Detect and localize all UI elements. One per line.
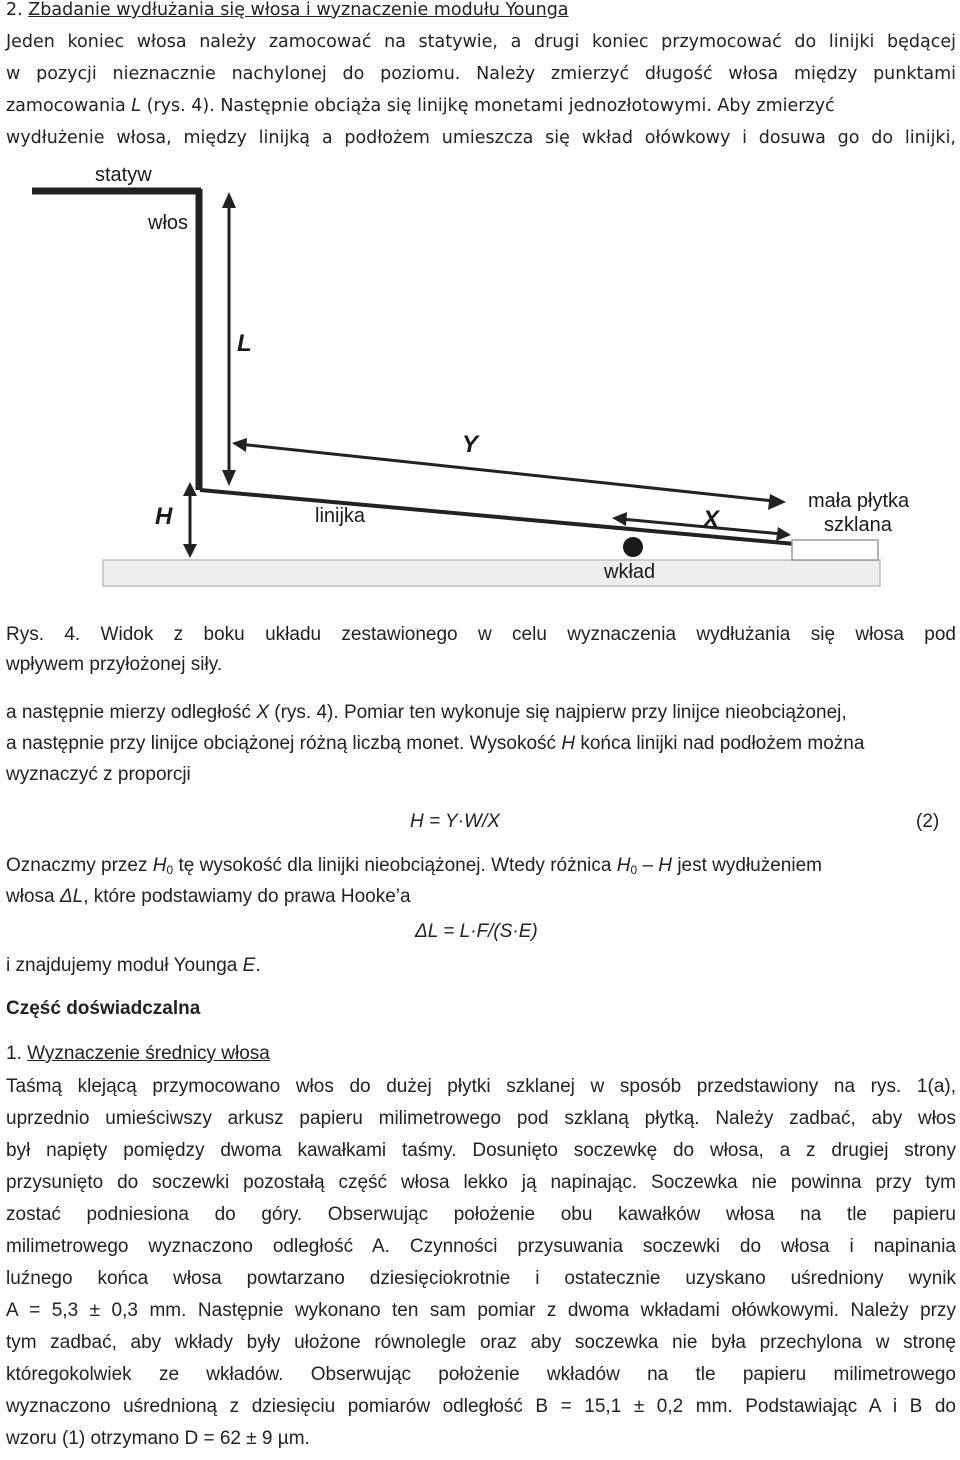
body-line-5: zostać podniesiona do góry. Obserwując położenie obu kawałków włosa na tle papieru [6, 1204, 956, 1225]
arrow-Y [239, 444, 774, 501]
para4-line: i znajdujemy moduł Younga E. [6, 955, 261, 976]
para3-line-2: włosa ΔL, które podstawiamy do prawa Hooke’a [6, 886, 411, 907]
para2-line-2: a następnie przy linijce obciążonej różną liczbą monet. Wysokość H końca linijki nad podłożem można [6, 733, 865, 754]
arrow-H-head-bottom [183, 544, 197, 558]
pencil-lead [623, 537, 643, 557]
label-X: X [703, 506, 720, 533]
label-wlos: włos [148, 212, 189, 234]
label-plytka-1: mała płytka [808, 490, 910, 512]
arrow-Y-head-left [232, 438, 247, 452]
label-linijka: linijka [315, 505, 366, 527]
para2-line-1: a następnie mierzy odległość X (rys. 4). Pomiar ten wykonuje się najpierw przy linijce nieobciążonej, [6, 702, 847, 723]
para2-line-3: wyznaczyć z proporcji [6, 764, 191, 785]
figure-caption-line-1: Rys. 4. Widok z boku układu zestawionego w celu wyznaczenia wydłużania się włosa pod [6, 624, 956, 645]
equation-2-number: (2) [916, 811, 940, 832]
subsection-heading: 1. Wyznaczenie średnicy włosa [6, 1043, 270, 1064]
label-L: L [237, 330, 252, 357]
arrow-Y-head-right [768, 494, 786, 510]
section-number: 2. [6, 0, 23, 20]
intro-line-1: Jeden koniec włosa należy zamocować na statywie, a drugi koniec przymocować do linijki będącej [6, 32, 956, 52]
intro-line-3: zamocowania L (rys. 4). Następnie obciąża się linijkę monetami jednozłotowymi. Aby zmierzyć [6, 96, 835, 116]
experimental-part-heading: Część doświadczalna [6, 998, 201, 1019]
arrow-X-head-left [612, 512, 627, 526]
body-line-11: wyznaczono uśrednioną z dziesięciu pomiarów odległość B = 15,1 ± 0,2 mm. Podstawiając A i B do [6, 1396, 956, 1417]
label-wklad: wkład [604, 561, 656, 583]
figure-caption-line-2: wpływem przyłożonej siły. [6, 654, 223, 675]
symbol-L: L [131, 96, 142, 116]
intro-line-2: w pozycji nieznacznie nachylonej do poziomu. Należy zmierzyć długość włosa między punktami [6, 64, 956, 84]
arrow-L-head-bottom [222, 470, 236, 486]
body-line-7: luźnego końca włosa powtarzano dziesięciokrotnie i ostatecznie uzyskano uśredniony wynik [6, 1268, 956, 1289]
body-line-6: milimetrowego wyznaczono odległość A. Czynności przysuwania soczewki do włosa i napinania [6, 1236, 956, 1257]
body-line-4: przysunięto do soczewki pozostałą część włosa lekko ją napinając. Soczewka nie powinna przy tym [6, 1172, 956, 1193]
para3-line-1: Oznaczmy przez $H_0$ tę wysokość dla linijki nieobciążonej. Wtedy różnica $H_0$ – H jest wydłużeniem [6, 855, 822, 877]
label-Y: Y [462, 431, 479, 458]
equation-hooke: ΔL = L·F/(S·E) [415, 921, 538, 942]
label-plytka-2: szklana [824, 514, 892, 536]
arrow-H-head-top [183, 482, 197, 496]
body-line-9: tym zadbać, aby wkłady były ułożone równolegle oraz aby soczewka nie była przechylona w stronę [6, 1332, 956, 1353]
body-line-1: Taśmą klejącą przymocowano włos do dużej płytki szklanej w sposób przedstawiony na rys. 1(a), [6, 1076, 956, 1097]
body-line-8: A = 5,3 ± 0,3 mm. Następnie wykonano ten sam pomiar z dwoma wkładami ołówkowymi. Należy przy [6, 1300, 956, 1321]
arrow-L-head-top [222, 192, 236, 208]
intro-line-4: wydłużenie włosa, między linijką a podłożem umieszcza się wkład ołówkowy i dosuwa go do linijki, [6, 128, 956, 148]
figure-rys-4 [0, 0, 960, 610]
body-line-10: któregokolwiek ze wkładów. Obserwując położenie wkładów na tle papieru milimetrowego [6, 1364, 956, 1385]
arrow-X-head-right [776, 527, 791, 541]
label-statyw: statyw [95, 164, 152, 186]
label-H: H [155, 503, 173, 530]
body-line-2: uprzednio umieściwszy arkusz papieru milimetrowego pod szklaną płytką. Należy zadbać, aby włos [6, 1108, 956, 1129]
ground-base [103, 560, 880, 586]
body-line-3: był napięty pomiędzy dwoma kawałkami taśmy. Dosunięto soczewkę do włosa, a z drugiej strony [6, 1140, 956, 1161]
body-line-12: wzoru (1) otrzymano D = 62 ± 9 µm. [6, 1428, 310, 1449]
equation-2: H = Y·W/X [410, 811, 500, 832]
section-title: Zbadanie wydłużania się włosa i wyznaczenie modułu Younga [28, 0, 569, 20]
glass-plate [792, 540, 878, 560]
